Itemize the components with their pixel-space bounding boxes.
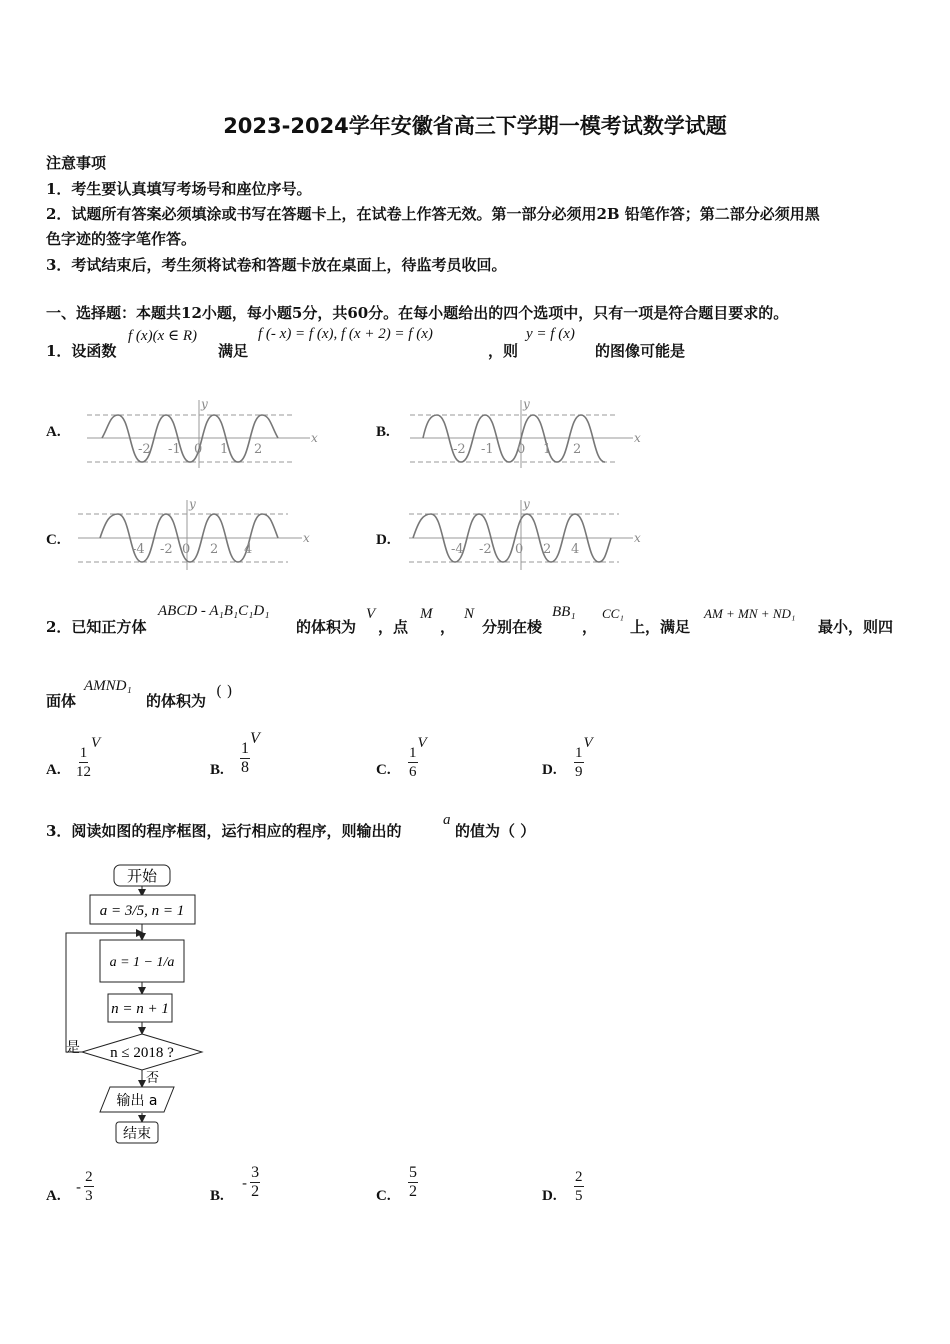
tick-label: 1 (220, 442, 229, 457)
q1-graph-d (405, 500, 645, 572)
flow-start-text: 开始 (126, 867, 158, 885)
tick-label: -1 (481, 442, 494, 457)
numerator: 1 (241, 740, 249, 757)
axis-y-label: y (201, 400, 208, 411)
numerator: 5 (409, 1164, 417, 1181)
volume-v: V (250, 730, 260, 747)
q2-text: ， (440, 618, 456, 636)
q2-var-v: V (366, 606, 376, 622)
volume-v: V (417, 735, 427, 751)
q2-text: ， (582, 618, 598, 636)
q1-graph-c (74, 500, 314, 572)
tick-label: 0 (194, 442, 203, 457)
q1-text: 满足 (218, 342, 249, 360)
q1-text: 的图像可能是 (595, 342, 686, 360)
denominator: 3 (85, 1188, 93, 1204)
q3-option-b[interactable] (242, 1164, 260, 1201)
q2-prefix: 2．已知正方体 (46, 618, 147, 636)
denominator: 9 (575, 764, 583, 780)
axis-y-label: y (523, 400, 530, 411)
axis-x-label: x (634, 431, 641, 445)
axis-x-label: x (634, 531, 641, 545)
tick-label: -4 (451, 542, 464, 557)
section-heading: 一、选择题：本题共12小题，每小题5分，共60分。在每小题给出的四个选项中，只有一项是符合题目要求的。 (46, 304, 789, 322)
flow-end-text: 结束 (123, 1126, 151, 1142)
q1-option-a-label: A. (46, 424, 61, 440)
tick-label: 2 (543, 542, 552, 557)
tick-label: 0 (182, 542, 191, 557)
flow-assign-n-text: n = n + 1 (111, 1001, 169, 1017)
flow-init-text: a = 3/5, n = 1 (99, 903, 185, 919)
q3-option-a[interactable] (76, 1168, 94, 1205)
q2-option-a[interactable] (76, 735, 101, 781)
q3-option-d-label: D. (542, 1188, 557, 1204)
q2-text: ，点 (378, 618, 409, 636)
sign: - (242, 1173, 248, 1192)
tick-label: -2 (138, 442, 151, 457)
q3-option-a-label: A. (46, 1188, 61, 1204)
q1-func-domain: f (x)(x ∈ R) (128, 328, 197, 344)
q2-point-m: M (420, 606, 433, 622)
numerator: 1 (575, 745, 583, 761)
q2-option-d-label: D. (542, 762, 557, 778)
denominator: 8 (241, 759, 249, 776)
q2-option-c[interactable] (408, 735, 427, 781)
axis-y-label: y (523, 500, 530, 511)
q2-edge-bb1: BB₁ (552, 604, 576, 620)
axis-x-label: x (303, 531, 310, 545)
q1-option-d-label: D. (376, 532, 391, 548)
q1-func-condition: f (- x) = f (x), f (x + 2) = f (x) (258, 326, 433, 342)
q2-option-d[interactable] (574, 735, 593, 781)
q2-text: 面体 (46, 692, 77, 710)
tick-label: -1 (168, 442, 181, 457)
tick-label: 0 (517, 442, 526, 457)
q1-graph-b (405, 400, 645, 470)
q3-var-a: a (443, 812, 451, 828)
q1-prefix: 1．设函数 (46, 342, 117, 360)
tick-label: 4 (571, 542, 580, 557)
page-title: 2023-2024学年安徽省高三下学期一模考试数学试题 (223, 114, 727, 138)
volume-v: V (91, 735, 101, 751)
q2-text: 的体积为 (296, 618, 357, 636)
numerator: 1 (409, 745, 417, 761)
q3-option-c[interactable] (408, 1164, 418, 1201)
numerator: 2 (85, 1169, 93, 1185)
notice-heading: 注意事项 (46, 154, 107, 172)
q2-text: 上，满足 (630, 618, 691, 636)
tick-label: 2 (210, 542, 219, 557)
flowchart (56, 860, 226, 1156)
q3-prefix: 3．阅读如图的程序框图，运行相应的程序，则输出的 (46, 822, 402, 840)
q2-option-a-label: A. (46, 762, 61, 778)
denominator: 12 (76, 764, 91, 780)
sign: - (76, 1177, 82, 1196)
numerator: 2 (575, 1169, 583, 1185)
q2-option-b-label: B. (210, 762, 224, 778)
notice-item: 2．试题所有答案必须填涂或书写在答题卡上，在试卷上作答无效。第一部分必须用2B 铅笔作答；第二部分必须用黑 (46, 205, 820, 223)
notice-item: 1．考生要认真填写考场号和座位序号。 (46, 180, 312, 198)
tick-label: 2 (573, 442, 582, 457)
tick-label: 1 (543, 442, 552, 457)
q2-text: 分别在棱 (482, 618, 543, 636)
q2-tetrahedron: AMND₁ (84, 678, 132, 694)
denominator: 6 (409, 764, 417, 780)
tick-label: -2 (453, 442, 466, 457)
flow-assign-a-text: a = 1 − 1/a (109, 955, 175, 970)
q3-option-d[interactable] (574, 1168, 584, 1205)
denominator: 2 (251, 1183, 260, 1200)
q1-option-b-label: B. (376, 424, 390, 440)
q2-edge-cc1: CC₁ (602, 606, 624, 621)
flow-yes-label: 是 (66, 1040, 80, 1056)
q1-text: ，则 (488, 342, 519, 360)
q2-answer-paren: ( ) (216, 682, 233, 700)
flow-decision-text: n ≤ 2018 ? (110, 1045, 174, 1061)
q3-text: 的值为（ ） (455, 822, 536, 840)
denominator: 2 (409, 1183, 417, 1200)
tick-label: -2 (479, 542, 492, 557)
denominator: 5 (575, 1188, 583, 1204)
flow-output-text: 输出 a (116, 1093, 158, 1109)
q1-option-c-label: C. (46, 532, 61, 548)
tick-label: 0 (515, 542, 524, 557)
notice-item: 3．考试结束后，考生须将试卷和答题卡放在桌面上，待监考员收回。 (46, 256, 507, 274)
tick-label: 2 (254, 442, 263, 457)
q2-option-b[interactable] (240, 730, 260, 777)
axis-y-label: y (189, 500, 196, 511)
q2-cube: ABCD - A₁B₁C₁D₁ (158, 603, 270, 619)
tick-label: -2 (160, 542, 173, 557)
q3-option-b-label: B. (210, 1188, 224, 1204)
tick-label: 4 (244, 542, 253, 557)
q2-point-n: N (464, 606, 475, 622)
volume-v: V (583, 735, 593, 751)
q2-text: 最小，则四 (818, 618, 894, 636)
q2-text: 的体积为 (146, 692, 207, 710)
notice-item: 色字迹的签字笔作答。 (46, 230, 197, 248)
numerator: 1 (79, 745, 88, 761)
q1-graph-a (82, 400, 322, 470)
q3-option-c-label: C. (376, 1188, 391, 1204)
flow-no-label: 否 (146, 1071, 160, 1086)
q2-option-c-label: C. (376, 762, 391, 778)
tick-label: -4 (132, 542, 145, 557)
numerator: 3 (251, 1164, 260, 1181)
q2-expression: AM + MN + ND₁ (704, 606, 796, 621)
axis-x-label: x (311, 431, 318, 445)
q1-func-y: y = f (x) (526, 326, 575, 342)
